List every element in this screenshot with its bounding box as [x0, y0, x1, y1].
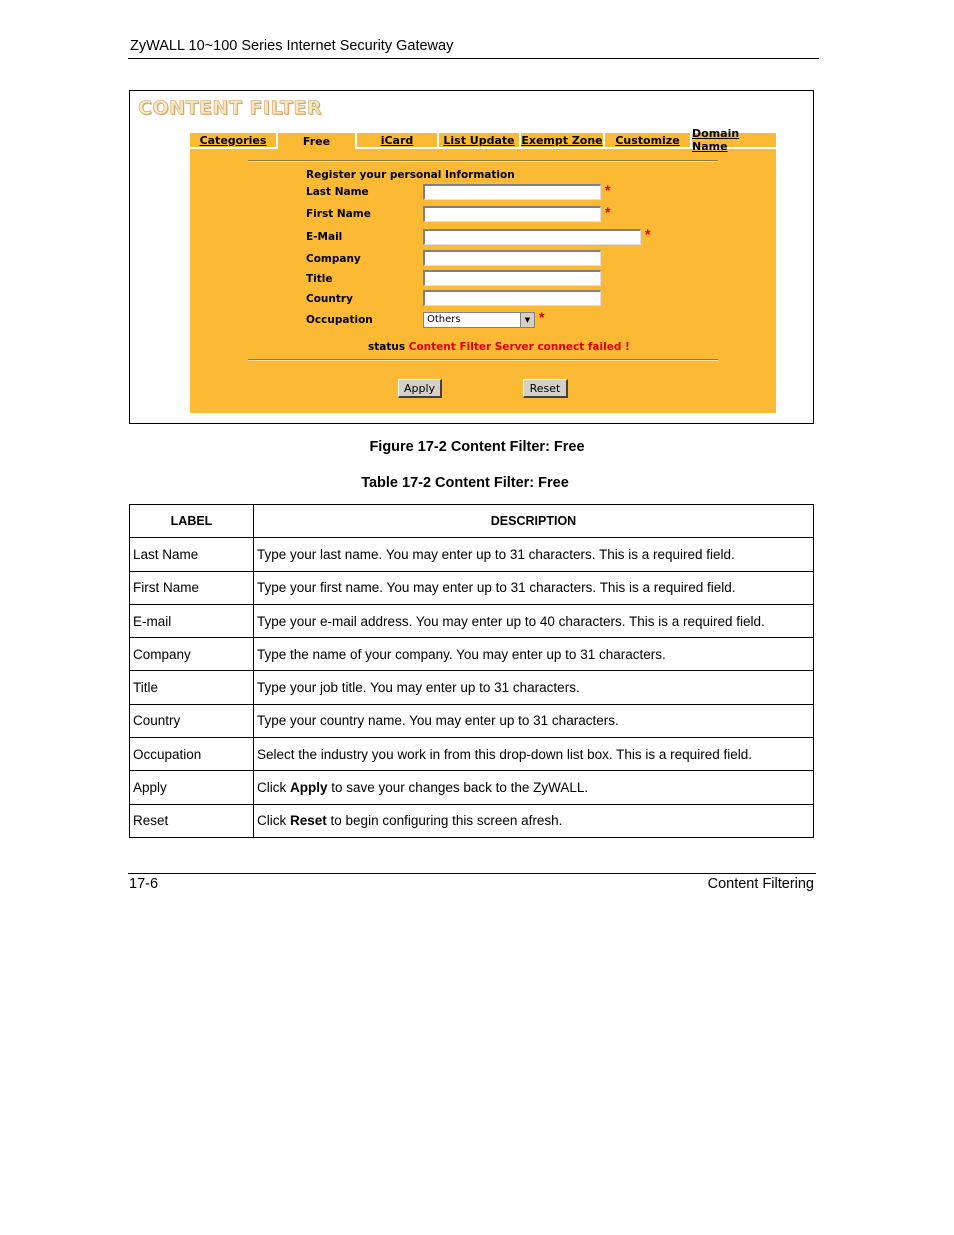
- tab-exempt-zone[interactable]: Exempt Zone: [521, 133, 605, 149]
- country-label: Country: [306, 293, 353, 305]
- table-caption: Table 17-2 Content Filter: Free: [361, 475, 569, 491]
- tab-list-update[interactable]: List Update: [439, 133, 521, 149]
- occupation-selected-value: Others: [427, 314, 461, 325]
- row-label: Apply: [130, 771, 254, 804]
- required-mark: *: [605, 204, 611, 220]
- status-label: status: [368, 341, 406, 353]
- column-header-description: DESCRIPTION: [254, 505, 814, 538]
- row-description: Click Reset to begin configuring this screen afresh.: [254, 804, 814, 837]
- screenshot-figure: [129, 90, 814, 424]
- row-description: Select the industry you work in from this drop-down list box. This is a required field.: [254, 738, 814, 771]
- row-label: Last Name: [130, 538, 254, 571]
- tab-categories[interactable]: Categories: [190, 133, 278, 149]
- row-description: Type your last name. You may enter up to 31 characters. This is a required field.: [254, 538, 814, 571]
- page-number: 17-6: [129, 876, 159, 892]
- row-label: Company: [130, 638, 254, 671]
- row-label: E-mail: [130, 604, 254, 637]
- required-mark: *: [605, 182, 611, 198]
- table-row: [130, 604, 814, 637]
- occupation-label: Occupation: [306, 314, 373, 326]
- company-field[interactable]: [423, 250, 601, 266]
- table-row: [130, 704, 814, 737]
- row-description: Type your country name. You may enter up to 31 characters.: [254, 704, 814, 737]
- register-heading: Register your personal Information: [306, 169, 515, 181]
- tab-icard[interactable]: iCard: [357, 133, 439, 149]
- content-filter-panel: [190, 127, 776, 413]
- row-label: Occupation: [130, 738, 254, 771]
- chevron-down-icon[interactable]: ▼: [520, 313, 534, 327]
- chapter-name: Content Filtering: [707, 876, 814, 892]
- reset-button[interactable]: Reset: [523, 379, 568, 398]
- email-label: E-Mail: [306, 231, 343, 243]
- table-row: [130, 538, 814, 571]
- row-description: Type your job title. You may enter up to 31 characters.: [254, 671, 814, 704]
- table-row: [130, 638, 814, 671]
- tab-domain-name[interactable]: Domain Name: [692, 133, 776, 149]
- apply-button[interactable]: Apply: [398, 379, 442, 398]
- tab-free[interactable]: Free: [278, 133, 357, 149]
- figure-caption: Figure 17-2 Content Filter: Free: [369, 439, 585, 455]
- column-header-label: LABEL: [130, 505, 254, 538]
- row-label: Title: [130, 671, 254, 704]
- tab-bar: [190, 127, 776, 153]
- divider-bottom: [248, 359, 718, 361]
- last-name-field[interactable]: [423, 184, 601, 200]
- row-label: Country: [130, 704, 254, 737]
- table-row: [130, 804, 814, 837]
- first-name-field[interactable]: [423, 206, 601, 222]
- required-mark: *: [539, 309, 545, 325]
- status-line: [368, 341, 630, 353]
- row-description: Type the name of your company. You may enter up to 31 characters.: [254, 638, 814, 671]
- title-label: Title: [306, 273, 333, 285]
- footer-rule: [128, 873, 816, 874]
- required-mark: *: [645, 226, 651, 242]
- title-field[interactable]: [423, 270, 601, 286]
- country-field[interactable]: [423, 290, 601, 306]
- email-field[interactable]: [423, 229, 641, 245]
- first-name-label: First Name: [306, 208, 371, 220]
- company-label: Company: [306, 253, 361, 265]
- row-label: First Name: [130, 571, 254, 604]
- table-row: [130, 671, 814, 704]
- table-row: [130, 571, 814, 604]
- row-description: Click Apply to save your changes back to the ZyWALL.: [254, 771, 814, 804]
- row-label: Reset: [130, 804, 254, 837]
- row-description: Type your first name. You may enter up to 31 characters. This is a required field.: [254, 571, 814, 604]
- header-rule: [128, 58, 819, 59]
- page-header-title: ZyWALL 10~100 Series Internet Security Gateway: [130, 38, 454, 54]
- divider-top: [248, 160, 718, 162]
- screen-title: CONTENT FILTER: [138, 97, 322, 119]
- occupation-select[interactable]: [423, 312, 535, 328]
- last-name-label: Last Name: [306, 186, 369, 198]
- table-row: [130, 771, 814, 804]
- table-row: [130, 738, 814, 771]
- table-header-row: [130, 505, 814, 538]
- row-description: Type your e-mail address. You may enter up to 40 characters. This is a required field.: [254, 604, 814, 637]
- tab-customize[interactable]: Customize: [605, 133, 692, 149]
- description-table: [129, 504, 814, 838]
- status-message: Content Filter Server connect failed !: [408, 341, 630, 353]
